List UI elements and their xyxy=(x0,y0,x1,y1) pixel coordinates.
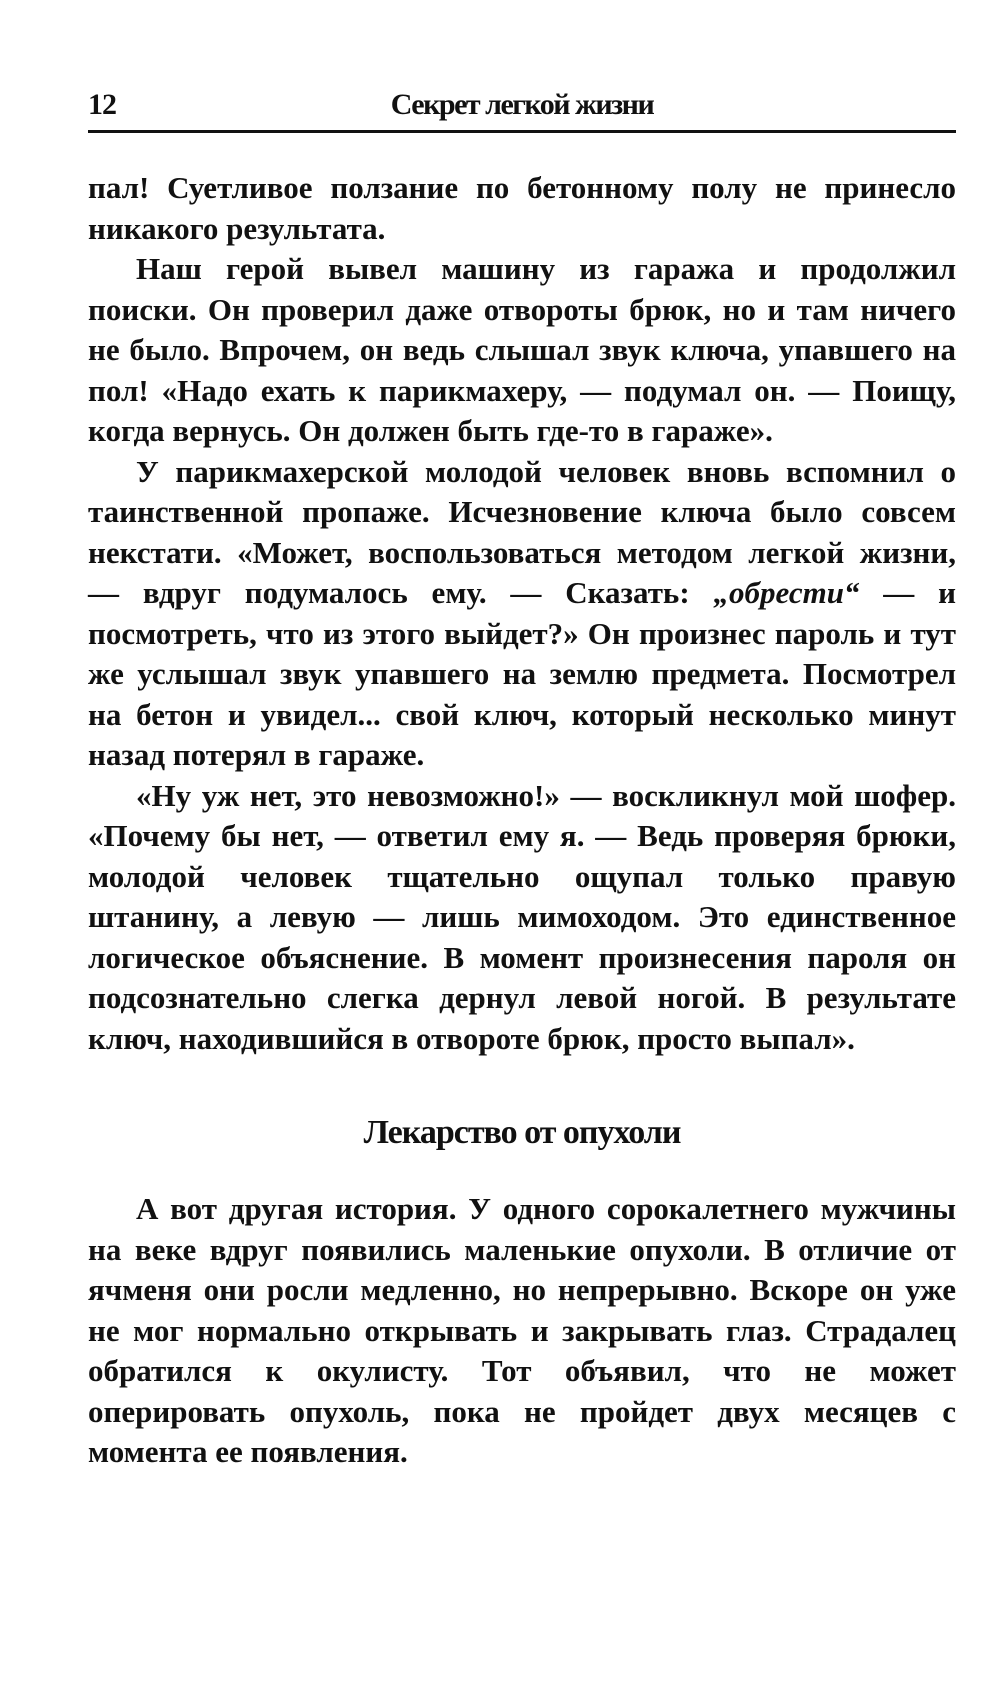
italic-password-word: „обрести“ xyxy=(713,575,860,610)
page-number: 12 xyxy=(88,88,116,121)
running-header xyxy=(88,74,956,133)
paragraph-text: У парикмахерской молодой человек вновь вспомнил о таинственной пропаже. Исчезновение ключа было совсем некстати. «Может, воспользоваться методом легкой жизни, — вдруг подумалось ему. — Сказать: xyxy=(88,453,956,610)
paragraph-with-italic xyxy=(88,452,956,776)
book-title: Секрет легкой жизни xyxy=(390,88,654,121)
paragraph: Наш герой вывел машину из гаража и продолжил поиски. Он проверил даже отвороты брюк, но и там ничего не было. Впрочем, он ведь слышал звук ключа, упавшего на пол! «Надо ехать к парикмахеру, — подумал он. — Поищу, когда вернусь. Он должен быть где-то в гараже». xyxy=(88,251,956,448)
section-paragraph: А вот другая история. У одного сорокалетнего мужчины на веке вдруг появились маленькие опухоли. В отличие от ячменя они росли медленно, но непрерывно. Вскоре он уже не мог нормально открывать и закрывать глаз. Страдалец обратился к окулисту. Тот объявил, что не может оперировать опухоль, пока не пройдет двух месяцев с момента ее появления. xyxy=(88,1191,956,1469)
paragraph-continuation: пал! Суетливое ползание по бетонному полу не принесло никакого результата. xyxy=(88,170,956,246)
section-heading: Лекарство от опухоли xyxy=(363,1114,681,1151)
paragraph: «Ну уж нет, это невозможно!» — воскликнул мой шофер. «Почему бы нет, — ответил ему я. — Ведь проверяя брюки, молодой человек тщательно ощупал только правую штанину, а левую — лишь мимоходом. Это единственное логическое объяснение. В момент произнесения пароля он подсознательно слегка дернул левой ногой. В результате ключ, находившийся в отвороте брюк, просто выпал». xyxy=(88,777,956,1056)
body-text xyxy=(88,168,956,1473)
paragraph-text: — и посмотреть, что из этого выйдет?» Он произнес пароль и тут же услышал звук упавшего на землю предмета. Посмотрел на бетон и увидел... свой ключ, который несколько минут назад потерял в гараже. xyxy=(88,575,956,772)
